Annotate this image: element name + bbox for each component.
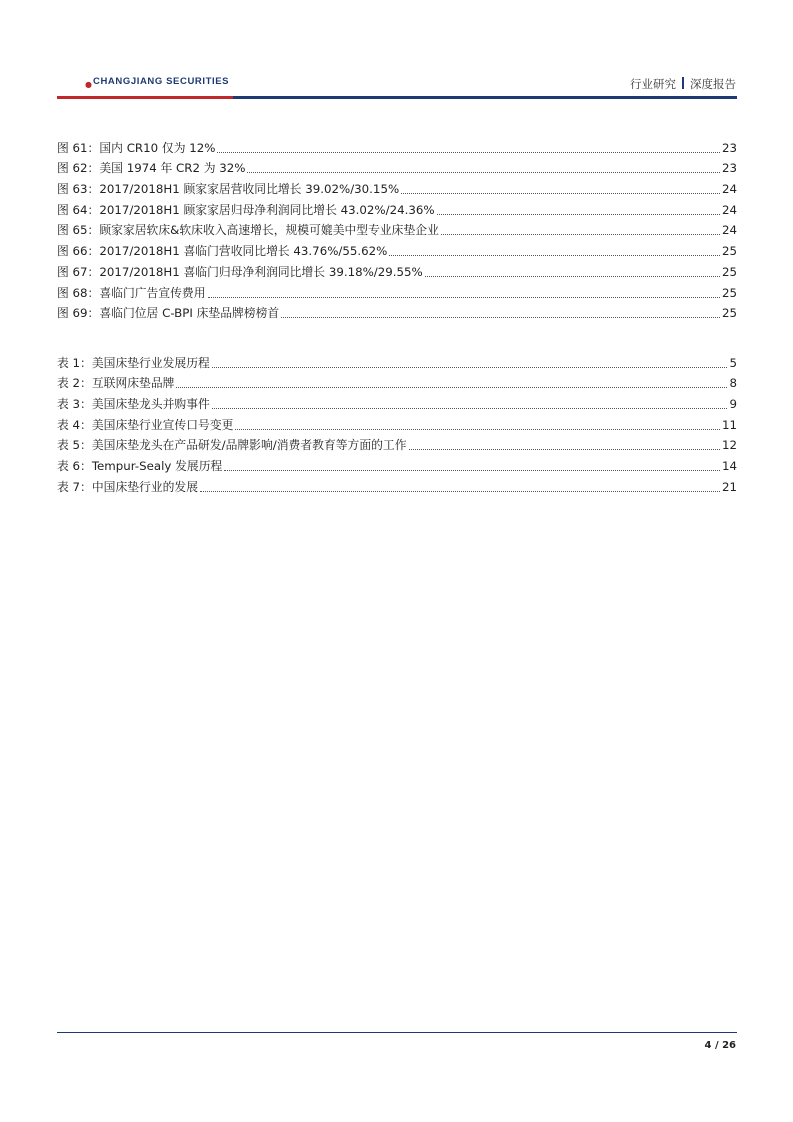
dot-leader bbox=[200, 490, 720, 492]
figure-index-item-label: 图 68：喜临门广告宣传费用 bbox=[57, 285, 206, 300]
table-index-item-label: 表 5：美国床垫龙头在产品研发/品牌影响/消费者教育等方面的工作 bbox=[57, 438, 407, 453]
figure-index-item-label: 图 69：喜临门位居 C-BPI 床垫品牌榜榜首 bbox=[57, 306, 280, 321]
dot-leader bbox=[441, 233, 720, 235]
header-rule-red bbox=[57, 96, 233, 99]
header-section-label bbox=[630, 76, 736, 92]
dot-leader bbox=[224, 469, 720, 471]
table-index-item-page: 8 bbox=[729, 376, 737, 391]
dot-leader bbox=[247, 171, 720, 173]
dot-leader bbox=[176, 386, 727, 388]
dot-leader bbox=[437, 213, 720, 215]
brand-name: CHANGJIANG SECURITIES bbox=[93, 76, 230, 87]
figure-index-item-label: 图 64：2017/2018H1 顾家家居归母净利润同比增长 43.02%/24.36% bbox=[57, 202, 435, 217]
table-index-item-label: 表 3：美国床垫龙头并购事件 bbox=[57, 397, 210, 412]
table-index-item-page: 9 bbox=[729, 397, 737, 412]
figure-index-item-label: 图 66：2017/2018H1 喜临门营收同比增长 43.76%/55.62% bbox=[57, 244, 388, 259]
figure-index-item-page: 23 bbox=[721, 161, 737, 176]
figure-index-item[interactable] bbox=[57, 134, 737, 155]
table-index-item-label: 表 4：美国床垫行业宣传口号变更 bbox=[57, 417, 234, 432]
dot-leader bbox=[235, 428, 720, 430]
figure-index-item[interactable] bbox=[57, 196, 737, 217]
header-separator bbox=[682, 77, 684, 89]
table-index-item[interactable] bbox=[57, 473, 737, 494]
figure-index-item-label: 图 62：美国 1974 年 CR2 为 32% bbox=[57, 161, 246, 176]
table-index-item[interactable] bbox=[57, 370, 737, 391]
page-number: 4 / 26 bbox=[704, 1040, 736, 1051]
dot-leader bbox=[389, 254, 720, 256]
figure-index-item-label: 图 67：2017/2018H1 喜临门归母净利润同比增长 39.18%/29.55% bbox=[57, 264, 423, 279]
figure-index-item[interactable] bbox=[57, 217, 737, 238]
figure-index-item-page: 25 bbox=[721, 244, 737, 259]
page-header bbox=[0, 0, 793, 100]
figure-index-item[interactable] bbox=[57, 279, 737, 300]
dot-leader bbox=[281, 316, 720, 318]
figure-index-item-label: 图 61：国内 CR10 仅为 12% bbox=[57, 140, 216, 155]
dot-leader bbox=[208, 296, 720, 298]
dot-leader bbox=[409, 448, 720, 450]
figure-index-item-page: 24 bbox=[721, 202, 737, 217]
figure-index-item-page: 25 bbox=[721, 306, 737, 321]
figure-index-item[interactable] bbox=[57, 175, 737, 196]
figure-index-item-label: 图 63：2017/2018H1 顾家家居营收同比增长 39.02%/30.15% bbox=[57, 182, 400, 197]
figure-index-item-page: 23 bbox=[721, 140, 737, 155]
table-index-item-page: 21 bbox=[721, 479, 737, 494]
brand-logo-icon: ● bbox=[85, 80, 92, 89]
table-index-item[interactable] bbox=[57, 390, 737, 411]
table-index-item-page: 11 bbox=[721, 417, 737, 432]
dot-leader bbox=[217, 151, 720, 153]
figure-index-item[interactable] bbox=[57, 237, 737, 258]
dot-leader bbox=[401, 192, 720, 194]
table-index-item-page: 12 bbox=[721, 438, 737, 453]
figure-index-item[interactable] bbox=[57, 300, 737, 321]
table-index-item[interactable] bbox=[57, 411, 737, 432]
dot-leader bbox=[212, 366, 728, 368]
table-index-item-label: 表 7：中国床垫行业的发展 bbox=[57, 479, 199, 494]
figure-index-item-page: 25 bbox=[721, 285, 737, 300]
figure-index-list bbox=[57, 134, 737, 320]
table-index-item-page: 5 bbox=[729, 355, 737, 370]
table-index-item-label: 表 6：Tempur-Sealy 发展历程 bbox=[57, 459, 223, 474]
table-index-item-page: 14 bbox=[721, 459, 737, 474]
dot-leader bbox=[425, 275, 720, 277]
figure-index-item-page: 24 bbox=[721, 182, 737, 197]
footer-rule bbox=[57, 1032, 737, 1033]
figure-index-item-page: 25 bbox=[721, 264, 737, 279]
table-index-item[interactable] bbox=[57, 452, 737, 473]
figure-index-item-page: 24 bbox=[721, 223, 737, 238]
table-index-list bbox=[57, 349, 737, 494]
table-index-item[interactable] bbox=[57, 432, 737, 453]
section-name: 行业研究 bbox=[630, 77, 676, 91]
table-index-item[interactable] bbox=[57, 349, 737, 370]
table-index-item-label: 表 2：互联网床垫品牌 bbox=[57, 376, 175, 391]
table-index-item-label: 表 1：美国床垫行业发展历程 bbox=[57, 355, 210, 370]
header-rule-blue bbox=[233, 96, 737, 99]
figure-index-item[interactable] bbox=[57, 258, 737, 279]
report-type: 深度报告 bbox=[690, 77, 736, 91]
dot-leader bbox=[212, 407, 728, 409]
figure-index-item-label: 图 65：顾家家居软床&软床收入高速增长，规模可媲美中型专业床垫企业 bbox=[57, 223, 439, 238]
figure-index-item[interactable] bbox=[57, 155, 737, 176]
